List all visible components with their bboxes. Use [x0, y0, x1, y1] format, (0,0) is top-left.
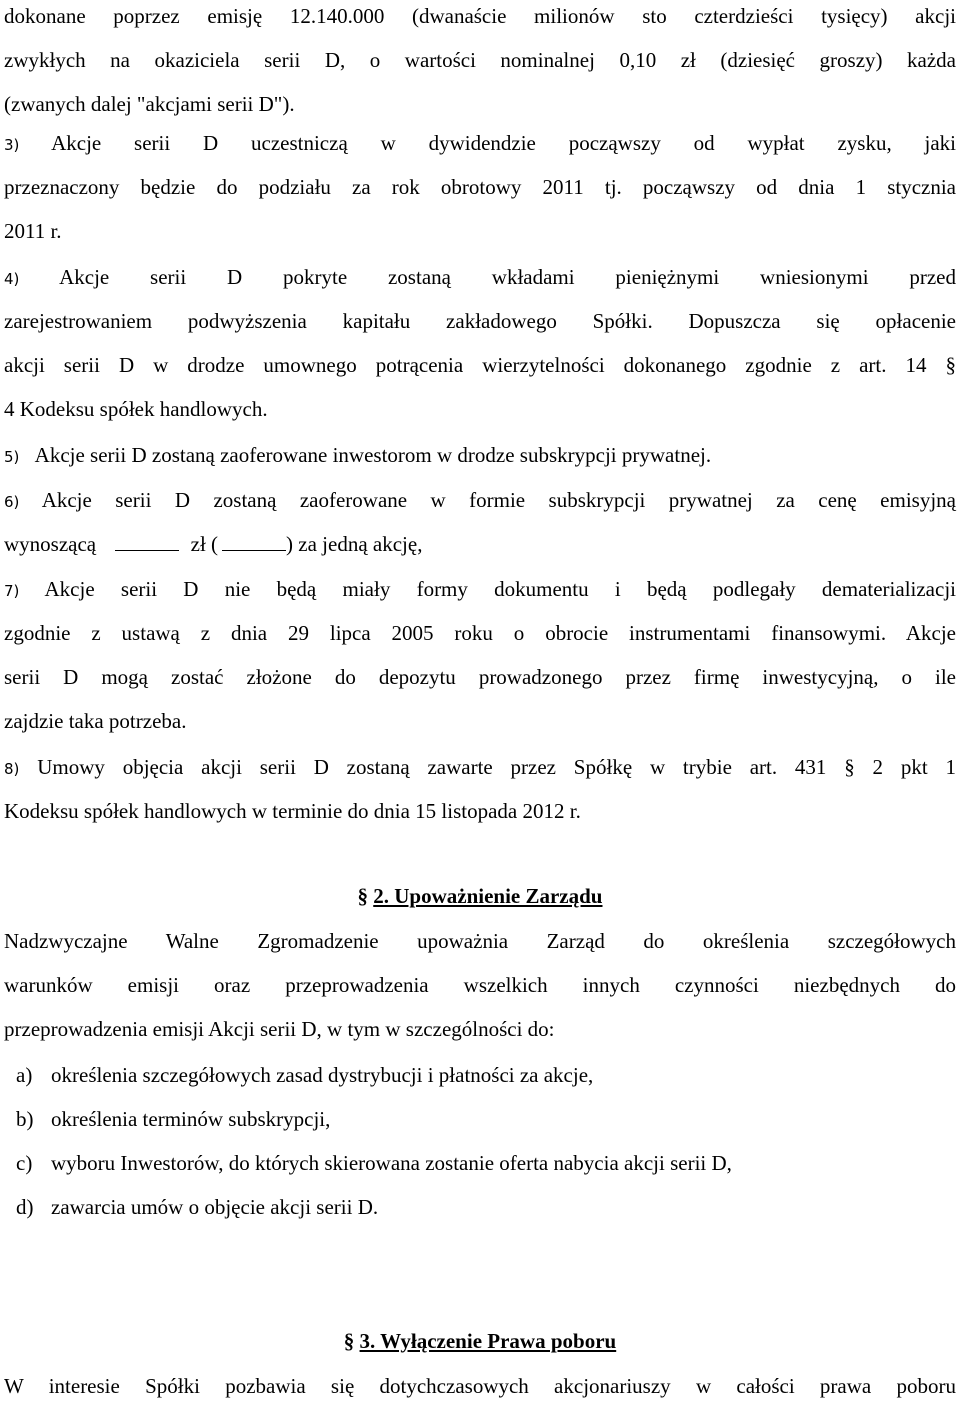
section-2-line-3: przeprowadzenia emisji Akcji serii D, w tym w szczególności do:: [4, 1017, 555, 1041]
section-2-heading: [0, 883, 960, 909]
paragraph-text: Akcje serii D zostaną zaoferowane w formie subskrypcji prywatnej za cenę emisyjną: [41, 488, 956, 512]
paragraph-7-line-4: zajdzie taka potrzeba.: [4, 709, 187, 733]
paragraph-text: Akcje serii D uczestniczą w dywidendzie począwszy od wypłat zysku, jaki: [51, 131, 957, 155]
section-title: 2. Upoważnienie Zarządu: [373, 884, 603, 908]
paragraph-number: 6): [4, 493, 20, 511]
paragraph-3-line-1: [4, 130, 956, 156]
paragraph-number: 5): [4, 448, 20, 466]
paragraph-7-line-1: [4, 576, 956, 602]
section-3-line-1: W interesie Spółki pozbawia się dotychczasowych akcjonariuszy w całości prawa poboru: [4, 1374, 956, 1398]
section-title: 3. Wyłączenie Prawa poboru: [359, 1329, 617, 1353]
list-item-text: zawarcia umów o objęcie akcji serii D.: [51, 1195, 379, 1219]
paragraph-text: ) za jedną akcję,: [286, 532, 423, 556]
paragraph-text: zł (: [190, 532, 219, 556]
list-item-label: b): [16, 1107, 34, 1131]
paragraph-8-line-2: Kodeksu spółek handlowych w terminie do dnia 15 listopada 2012 r.: [4, 799, 581, 823]
list-item-text: określenia szczegółowych zasad dystrybucji i płatności za akcje,: [51, 1063, 594, 1087]
paragraph-number: 3): [4, 136, 20, 154]
paragraph-text: wynoszącą: [4, 532, 97, 556]
section-sign: §: [343, 1329, 355, 1353]
intro-line-3: (zwanych dalej "akcjami serii D").: [4, 92, 295, 116]
paragraph-7-line-2: zgodnie z ustawą z dnia 29 lipca 2005 roku o obrocie instrumentami finansowymi. Akcje: [4, 621, 956, 645]
paragraph-7-line-3: serii D mogą zostać złożone do depozytu prowadzonego przez firmę inwestycyjną, o ile: [4, 665, 956, 689]
section-3-heading: [0, 1328, 960, 1354]
paragraph-4-line-4: 4 Kodeksu spółek handlowych.: [4, 397, 268, 421]
paragraph-6-line-2: [4, 531, 956, 557]
paragraph-8-line-1: [4, 754, 956, 780]
paragraph-4-line-2: zarejestrowaniem podwyższenia kapitału zakładowego Spółki. Dopuszcza się opłacenie: [4, 309, 956, 333]
paragraph-text: Umowy objęcia akcji serii D zostaną zawarte przez Spółkę w trybie art. 431 § 2 pkt 1: [37, 755, 956, 779]
paragraph-3-line-3: 2011 r.: [4, 219, 62, 243]
paragraph-text: Akcje serii D pokryte zostaną wkładami pieniężnymi wniesionymi przed: [59, 265, 956, 289]
section-2-line-1: Nadzwyczajne Walne Zgromadzenie upoważnia Zarząd do określenia szczegółowych: [4, 929, 956, 953]
intro-line-1: dokonane poprzez emisję 12.140.000 (dwanaście milionów sto czterdzieści tysięcy) akcji: [4, 4, 956, 28]
paragraph-text: Akcje serii D zostaną zaoferowane inwestorom w drodze subskrypcji prywatnej.: [34, 443, 712, 467]
paragraph-5-line-1: [4, 442, 956, 468]
section-sign: §: [945, 353, 956, 377]
price-blank: [115, 533, 179, 551]
paragraph-number: 7): [4, 582, 20, 600]
list-item-label: a): [16, 1063, 33, 1087]
paragraph-4-line-3: [4, 352, 956, 378]
paragraph-text: Akcje serii D nie będą miały formy dokumentu i będą podlegały dematerializacji: [44, 577, 956, 601]
paragraph-3-line-2: przeznaczony będzie do podziału za rok obrotowy 2011 tj. począwszy od dnia 1 stycznia: [4, 175, 956, 199]
list-item-text: określenia terminów subskrypcji,: [51, 1107, 331, 1131]
list-item-text: wyboru Inwestorów, do których skierowana zostanie oferta nabycia akcji serii D,: [51, 1151, 732, 1175]
paragraph-number: 8): [4, 760, 20, 778]
paragraph-text: akcji serii D w drodze umownego potrącenia wierzytelności dokonanego zgodnie z art. 14: [4, 353, 927, 377]
section-sign: §: [357, 884, 368, 908]
price-words-blank: [222, 533, 286, 551]
paragraph-6-line-1: [4, 487, 956, 513]
paragraph-4-line-1: [4, 264, 956, 290]
list-item-label: d): [16, 1195, 34, 1219]
intro-line-2: zwykłych na okaziciela serii D, o wartości nominalnej 0,10 zł (dziesięć groszy) każda: [4, 48, 956, 72]
list-item-label: c): [16, 1151, 33, 1175]
paragraph-number: 4): [4, 270, 20, 288]
section-2-line-2: warunków emisji oraz przeprowadzenia wszelkich innych czynności niezbędnych do: [4, 973, 956, 997]
